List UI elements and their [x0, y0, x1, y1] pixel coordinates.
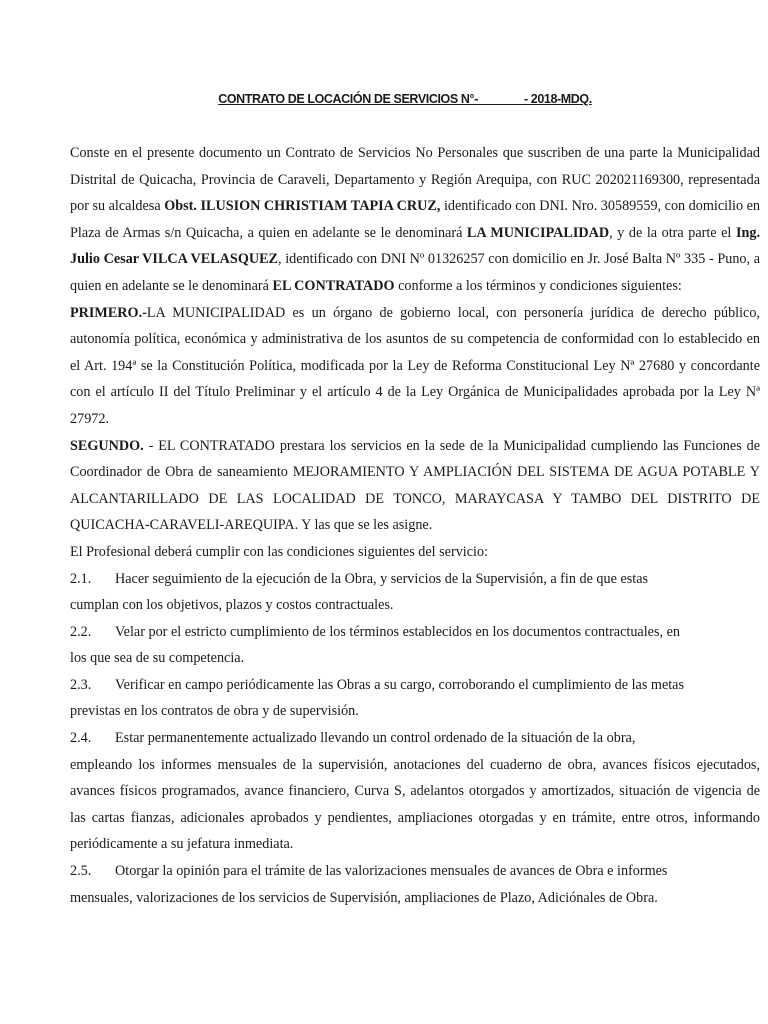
clause-primero-text: LA MUNICIPALIDAD es un órgano de gobierno local, con personería jurídica de derecho público, autonomía política, económica y administrativa de los asuntos de su competencia de conformidad con lo establecido en el Art. 194ª se la Constitución Política, modificada por la Ley de Reforma Constitucional Ley Nª 27680 y concordante con el artículo II del Título Preliminar y el artículo 4 de la Ley Orgánica de Municipalidades aprobada por la Ley Nª 27972. — [70, 304, 760, 427]
item-text-continued: mensuales, valorizaciones de los servicios de Supervisión, ampliaciones de Plazo, Adiciónales de Obra. — [70, 889, 658, 906]
clause-primero-label: PRIMERO.- — [70, 304, 147, 321]
alcaldesa-name: Obst. ILUSION CHRISTIAM TAPIA CRUZ, — [164, 198, 441, 215]
list-item — [70, 858, 760, 911]
item-number: 2.3. — [70, 676, 92, 693]
clause-primero — [70, 300, 760, 433]
item-number: 2.4. — [70, 730, 92, 747]
clause-segundo-label: SEGUNDO. — [70, 437, 144, 454]
item-text-continued: previstas en los contratos de obra y de supervisión. — [70, 703, 359, 720]
list-item — [70, 566, 760, 619]
item-text-continued: empleando los informes mensuales de la supervisión, anotaciones del cuaderno de obra, avances físicos ejecutados, avances físicos programados, avance financiero, Curva S, adelantos otorgados y amortizados, situación de vigencia de las cartas fianzas, adicionales aprobados y pendientes, ampliaciones otorgadas y en trámite, entre otros, informando periódicamente a su jefatura inmediata. — [70, 756, 760, 853]
item-text: Verificar en campo periódicamente las Obras a su cargo, corroborando el cumplimiento de las metas — [115, 676, 684, 693]
municipalidad-label: LA MUNICIPALIDAD — [466, 224, 610, 241]
item-number: 2.2. — [70, 623, 92, 640]
item-number: 2.5. — [70, 863, 92, 880]
intro-paragraph: Conste en el presente documento un Contrato de Servicios No Personales que suscriben de una parte la Municipalidad Distrital de Quicacha, Provincia de Caraveli, Departamento y Región Arequipa, con RUC 202021169300, representada por su alcaldesa Obst. ILUSION CHRISTIAM TAPIA CRUZ, identificado con DNI. Nro. 30589559, con domicilio en Plaza de Armas s/n Quicacha, a quien en adelante se le denominará LA MUNICIPALIDAD, y de la otra parte el Ing. Julio Cesar VILCA VELASQUEZ, identificado con DNI Nº 01326257 con domicilio en Jr. José Balta Nº 335 - Puno, a quien en adelante se le denominará EL CONTRATADO conforme a los términos y condiciones siguientes: — [70, 145, 761, 294]
contract-body — [70, 140, 760, 911]
clause-segundo — [70, 433, 760, 539]
item-text: Estar permanentemente actualizado llevando un control ordenado de la situación de la obra, — [115, 730, 636, 747]
conditions-intro: El Profesional deberá cumplir con las condiciones siguientes del servicio: — [70, 543, 489, 560]
list-item — [70, 725, 760, 858]
item-text: Velar por el estricto cumplimiento de los términos establecidos en los documentos contractuales, en — [115, 623, 680, 640]
list-item — [70, 672, 760, 725]
item-text: Hacer seguimiento de la ejecución de la Obra, y servicios de la Supervisión, a fin de que estas — [115, 570, 649, 587]
contratado-name: Ing. Julio Cesar VILCA VELASQUEZ — [70, 224, 760, 268]
list-item — [70, 619, 760, 672]
contract-title — [0, 92, 768, 106]
item-number: 2.1. — [70, 570, 92, 587]
contratado-label: EL CONTRATADO — [272, 277, 395, 294]
item-text-continued: cumplan con los objetivos, plazos y costos contractuales. — [70, 597, 394, 614]
clause-segundo-text: - EL CONTRATADO prestara los servicios en la sede de la Municipalidad cumpliendo las Funciones de Coordinador de Obra de saneamiento MEJORAMIENTO Y AMPLIACIÓN DEL SISTEMA DE AGUA POTABLE Y ALCANTARILLADO DE LAS LOCALIDAD DE TONCO, MARAYCASA Y TAMBO DEL DISTRITO DE QUICACHA-CARAVELI-AREQUIPA. Y las que se les asigne. — [70, 437, 760, 534]
title-suffix: - 2018-MDQ. — [523, 92, 592, 106]
item-text: Otorgar la opinión para el trámite de las valorizaciones mensuales de avances de Obra e informes — [115, 863, 668, 880]
title-prefix: CONTRATO DE LOCACIÓN DE SERVICIOS N°- — [218, 92, 478, 106]
item-text-continued: los que sea de su competencia. — [70, 650, 245, 667]
